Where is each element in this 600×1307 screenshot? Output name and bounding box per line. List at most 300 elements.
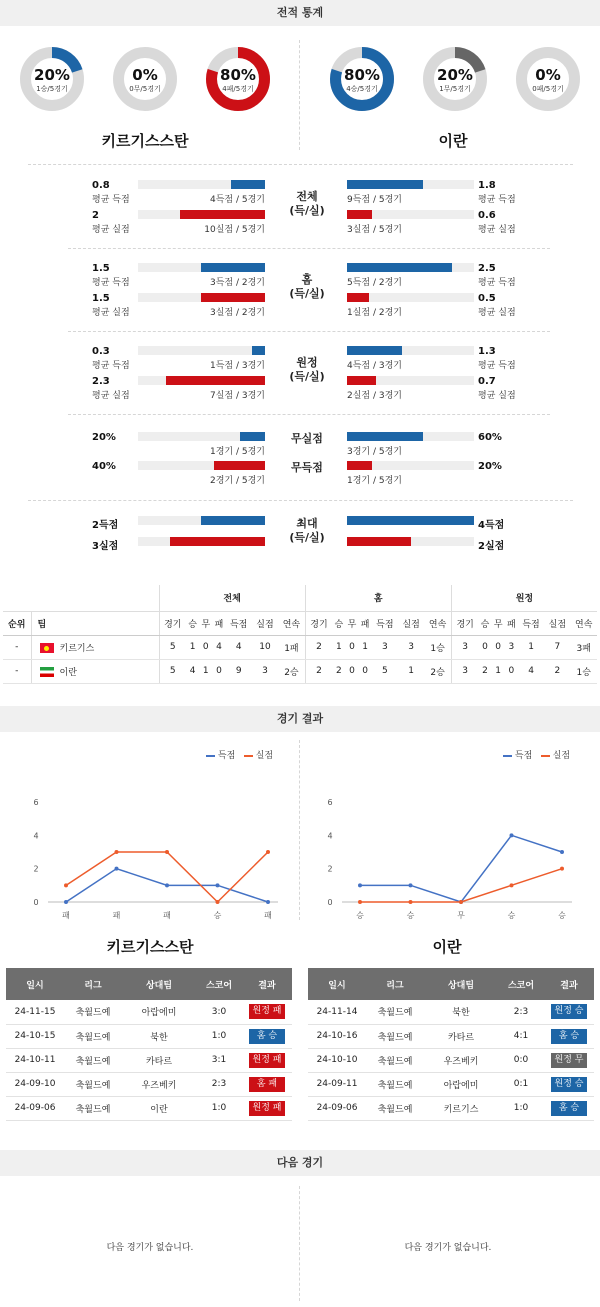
left-bar [214,461,265,470]
left-bar [180,210,265,219]
standings-table [3,585,597,684]
standings-cell: 3 [398,635,424,659]
y-tick-label: 0 [327,898,333,907]
standings-cell: 2 [332,659,345,683]
standings-col-header: 득점 [226,611,252,635]
right-bar [347,263,452,272]
series-point [459,900,463,904]
left-stat-count: 2경기 / 5경기 [210,476,265,486]
standings-cell: 0 [359,659,372,683]
standings-col-header: 승 [332,611,345,635]
results-column-header: 일시 [6,968,64,1000]
result-league-cell: 축월드예 [64,1000,122,1024]
right-bar [347,210,372,219]
team-name: 키르기스 [59,643,95,654]
standings-col-header: 패 [359,611,372,635]
series-point [409,883,413,887]
standings-cell: 7 [544,635,570,659]
team-cell [31,635,159,659]
stat-category-subtitle: (득/실) [289,370,325,383]
right-bar [347,293,369,302]
result-opp-cell: 카타르 [424,1024,498,1048]
series-point [358,900,362,904]
legend-conceded-label: 실점 [255,751,274,761]
right-stat-label: 평균 실점 [478,391,516,401]
right-bar [347,461,372,470]
result-badge-cell [544,1048,594,1072]
x-tick-label: 승 [356,911,364,920]
stat-category-label [277,356,337,384]
team-name: 이란 [59,667,77,678]
divider [299,1186,300,1301]
standings-cell: 1 [492,659,505,683]
x-tick-label: 패 [62,911,70,920]
right-stat-count: 3실점 / 5경기 [347,225,402,235]
left-bar [170,537,265,546]
right-team-name: 이란 [438,132,468,150]
results-row [308,1000,594,1024]
donut-subtext: 4승/5경기 [346,85,378,93]
legend-scored-swatch [206,755,215,757]
right-stat-value: 2실점 [478,541,505,552]
stat-category-label [277,273,337,301]
right-stat-count: 5득점 / 2경기 [347,278,402,288]
left-bar [201,293,265,302]
left-stat-value: 0.3 [92,346,110,357]
x-tick-label: 승 [406,911,415,920]
result-opp-cell: 북한 [122,1024,196,1048]
standings-cell: 4 [518,659,544,683]
right-form-chart [322,790,572,920]
standings-row [3,635,597,659]
result-date-cell: 24-09-11 [308,1072,366,1096]
result-badge: 원정 승 [551,1004,587,1019]
y-tick-label: 2 [327,864,333,874]
series-point [64,900,68,904]
series-point [115,850,119,854]
result-badge-cell [544,1072,594,1096]
right-stat-value: 4득점 [478,520,505,531]
series-point [216,900,220,904]
result-badge: 홈 승 [249,1029,285,1044]
left-results-table [6,968,292,1121]
left-stat-label: 평균 득점 [92,361,130,371]
standings-col-header: 승 [186,611,199,635]
results-header-row [6,968,292,1000]
results-row [308,1048,594,1072]
standings-cell: 9 [226,659,252,683]
result-badge-cell [544,1096,594,1120]
right-stat-count: 1실점 / 2경기 [347,308,402,318]
donut-percent: 0% [535,66,561,84]
right-stat-value: 0.6 [478,210,496,221]
right-results-title: 이란 [432,938,462,956]
left-stat-label: 평균 득점 [92,195,130,205]
result-league-cell: 축월드예 [64,1024,122,1048]
rank-cell: - [3,635,31,659]
standings-cell: 1승 [571,659,598,683]
right-stat-label: 평균 실점 [478,308,516,318]
result-score-cell: 2:3 [196,1072,242,1096]
standings-cell: 0 [212,659,225,683]
result-date-cell: 24-11-15 [6,1000,64,1024]
right-bar [347,516,474,525]
standings-cell: 2승 [278,659,305,683]
result-league-cell: 축월드예 [64,1072,122,1096]
right-bar [347,180,423,189]
legend-scored-swatch [503,755,512,757]
result-league-cell: 축월드예 [366,1000,424,1024]
standings-cell: 0 [199,635,212,659]
result-badge: 홈 승 [551,1029,587,1044]
result-league-cell: 축월드예 [366,1024,424,1048]
maximum-title: 최대 [296,517,318,530]
results-row [6,1000,292,1024]
series-line [66,852,268,902]
left-stat-value: 0.8 [92,180,110,191]
standings-col-header: 패 [505,611,518,635]
standings-cell: 2승 [424,659,451,683]
result-badge: 원정 패 [249,1053,285,1068]
standings-col-header: 경기 [451,611,478,635]
standings-cell: 2 [544,659,570,683]
standings-cell: 3패 [571,635,598,659]
left-team-name: 키르기스스탄 [101,132,189,150]
results-row [6,1096,292,1120]
results-column-header: 스코어 [498,968,544,1000]
series-point [560,850,564,854]
standings-cell: 1 [332,635,345,659]
x-tick-label: 패 [163,911,171,920]
standings-cell: 4 [186,659,199,683]
x-tick-label: 승 [213,911,222,920]
right-stat-count: 2실점 / 3경기 [347,391,402,401]
y-tick-label: 2 [33,864,39,874]
right-bar [347,376,376,385]
result-badge-cell [242,1024,292,1048]
donut-subtext: 1무/5경기 [439,85,471,93]
standings-cell: 1승 [424,635,451,659]
result-date-cell: 24-10-10 [308,1048,366,1072]
result-score-cell: 3:1 [196,1048,242,1072]
right-stat-count: 3경기 / 5경기 [347,447,402,457]
x-tick-label: 패 [112,911,121,920]
left-stat-value: 3실점 [92,541,119,552]
right-no-next-game: 다음 경기가 없습니다. [404,1243,492,1253]
series-point [115,867,119,871]
result-opp-cell: 이란 [122,1096,196,1120]
result-date-cell: 24-09-06 [308,1096,366,1120]
result-opp-cell: 키르기스 [424,1096,498,1120]
standings-cell: 2 [305,635,332,659]
donut-subtext: 0무/5경기 [129,85,161,93]
standings-cell: 5 [159,659,186,683]
right-stat-value: 1.3 [478,346,496,357]
standings-col-header: 득점 [372,611,398,635]
standings-cell: 1 [359,635,372,659]
results-column-header: 상대팀 [424,968,498,1000]
result-badge: 원정 패 [249,1004,285,1019]
x-tick-label: 승 [507,911,516,920]
result-score-cell: 1:0 [196,1096,242,1120]
right-stat-count: 4득점 / 3경기 [347,361,402,371]
left-stat-count: 3실점 / 2경기 [210,308,265,318]
left-stat-value: 1.5 [92,293,110,304]
standings-col-header: 실점 [252,611,278,635]
result-badge: 홈 승 [551,1101,587,1116]
left-stat-label: 평균 득점 [92,278,130,288]
team-header: 팀 [31,611,159,635]
standings-cell: 1 [186,635,199,659]
result-date-cell: 24-10-16 [308,1024,366,1048]
left-stat-count: 7실점 / 3경기 [210,391,265,401]
result-score-cell: 4:1 [498,1024,544,1048]
left-results-title: 키르기스스탄 [106,938,194,956]
series-point [64,883,68,887]
series-point [266,900,270,904]
rank-header: 순위 [3,611,31,635]
standings-group-header: 전체 [159,585,305,611]
standings-col-header: 패 [212,611,225,635]
left-bar [240,432,265,441]
result-badge-cell [544,1000,594,1024]
divider [299,40,300,150]
maximum-subtitle: (득/실) [289,531,325,544]
donut-percent: 20% [34,66,70,84]
standings-cell: 3 [372,635,398,659]
standings-group-row [3,585,597,611]
right-stat-label: 평균 득점 [478,361,516,371]
left-no-next-game: 다음 경기가 없습니다. [106,1243,194,1253]
standings-cell: 2 [305,659,332,683]
result-opp-cell: 북한 [424,1000,498,1024]
standings-cell: 1 [398,659,424,683]
result-date-cell: 24-09-10 [6,1072,64,1096]
result-opp-cell: 아랍에미 [122,1000,196,1024]
results-header-row [308,968,594,1000]
stat-category-title: 원정 [296,356,318,369]
result-badge: 원정 패 [249,1101,285,1116]
stat-category-subtitle: (득/실) [289,287,325,300]
standings-col-header: 무 [199,611,212,635]
left-stat-count: 3득점 / 2경기 [210,278,265,288]
right-stat-value: 1.8 [478,180,496,191]
results-row [308,1096,594,1120]
standings-cell: 3 [252,659,278,683]
standings-cell: 0 [492,635,505,659]
left-stat-label: 평균 실점 [92,308,130,318]
clean-category-label: 무실점 [291,432,323,445]
results-column-header: 결과 [544,968,594,1000]
record-stats-header: 전적 통계 [0,0,600,26]
divider [68,248,550,249]
result-score-cell: 1:0 [498,1096,544,1120]
right-stat-value: 0.5 [478,293,496,304]
stat-category-label [277,190,337,218]
header-blank [3,585,159,611]
standings-group-header: 홈 [305,585,451,611]
standings-cell: 5 [159,635,186,659]
donut-subtext: 0패/5경기 [532,85,564,93]
left-bar-track [138,346,265,355]
series-point [510,883,514,887]
team-cell [31,659,159,683]
left-stat-count: 10실점 / 5경기 [204,225,265,235]
standings-col-header: 연속 [571,611,598,635]
maximum-label [277,517,337,545]
standings-cell: 3 [451,659,478,683]
legend-scored-label: 득점 [514,751,533,761]
results-column-header: 스코어 [196,968,242,1000]
legend-scored-label: 득점 [217,751,236,761]
standings-cell: 0 [505,659,518,683]
legend-conceded-swatch [244,755,253,757]
results-column-header: 상대팀 [122,968,196,1000]
left-stat-label: 평균 실점 [92,225,130,235]
legend-conceded-label: 실점 [552,751,571,761]
standings-cell: 3 [451,635,478,659]
series-point [409,900,413,904]
standings-cell: 4 [212,635,225,659]
result-opp-cell: 우즈베키 [122,1072,196,1096]
left-bar [252,346,265,355]
left-stat-value: 1.5 [92,263,110,274]
result-badge-cell [242,1000,292,1024]
results-row [6,1072,292,1096]
right-results-table [308,968,594,1121]
flag-sun [44,646,49,651]
y-tick-label: 4 [33,831,39,841]
donut-percent: 20% [437,66,473,84]
results-row [308,1024,594,1048]
result-opp-cell: 아랍에미 [424,1072,498,1096]
right-stat-value: 20% [478,461,502,472]
series-line [360,835,562,902]
series-point [560,867,564,871]
standings-group-header: 원정 [451,585,597,611]
kyrgyzstan-flag-icon [40,643,54,653]
divider [68,414,550,415]
donut-percent: 0% [132,66,158,84]
result-badge: 원정 승 [551,1077,587,1092]
chart-legend-right [503,748,570,761]
result-badge-cell [242,1096,292,1120]
right-stat-label: 평균 득점 [478,278,516,288]
results-column-header: 일시 [308,968,366,1000]
left-stat-count: 1경기 / 5경기 [210,447,265,457]
donut-percent: 80% [344,66,380,84]
standings-cell: 1 [518,635,544,659]
stat-category-title: 전체 [296,190,318,203]
result-badge: 원정 무 [551,1053,587,1068]
result-score-cell: 1:0 [196,1024,242,1048]
next-games-header: 다음 경기 [0,1150,600,1176]
stat-category-subtitle: (득/실) [289,204,325,217]
right-stat-label: 평균 실점 [478,225,516,235]
standings-cell: 0 [345,659,358,683]
left-bar [166,376,265,385]
result-score-cell: 2:3 [498,1000,544,1024]
y-tick-label: 0 [33,898,39,907]
standings-row [3,659,597,683]
right-stat-count: 9득점 / 5경기 [347,195,402,205]
x-tick-label: 무 [457,911,465,920]
result-badge: 홈 패 [249,1077,285,1092]
divider [28,164,573,165]
standings-cell: 5 [372,659,398,683]
right-stat-count: 1경기 / 5경기 [347,476,402,486]
iran-flag-icon [40,667,54,677]
result-league-cell: 축월드예 [64,1096,122,1120]
result-badge-cell [242,1072,292,1096]
standings-col-header: 무 [345,611,358,635]
standings-col-header: 연속 [424,611,451,635]
rank-cell: - [3,659,31,683]
divider [28,500,573,501]
series-point [216,883,220,887]
standings-cell: 3 [505,635,518,659]
x-tick-label: 패 [264,911,272,920]
left-stat-value: 2.3 [92,376,110,387]
right-stat-label: 평균 득점 [478,195,516,205]
result-badge-cell [242,1048,292,1072]
legend-conceded-swatch [541,755,550,757]
left-stat-label: 평균 실점 [92,391,130,401]
result-opp-cell: 우즈베키 [424,1048,498,1072]
divider [299,740,300,920]
results-header: 경기 결과 [0,706,600,732]
chart-legend-left [206,748,273,761]
standings-cell: 0 [478,635,491,659]
right-bar [347,346,402,355]
x-tick-label: 승 [558,911,566,920]
result-league-cell: 축월드예 [366,1072,424,1096]
left-stat-value: 2 [92,210,99,221]
results-column-header: 리그 [64,968,122,1000]
series-point [510,833,514,837]
series-point [358,883,362,887]
standings-col-header: 실점 [398,611,424,635]
right-stat-value: 2.5 [478,263,496,274]
left-stat-value: 20% [92,432,116,443]
right-stat-value: 60% [478,432,502,443]
standings-col-header: 연속 [278,611,305,635]
result-league-cell: 축월드예 [366,1096,424,1120]
result-score-cell: 0:0 [498,1048,544,1072]
donut-percent: 80% [220,66,256,84]
standings-cell: 0 [345,635,358,659]
y-tick-label: 6 [327,798,333,807]
standings-col-header: 득점 [518,611,544,635]
clean-category-label: 무득점 [291,461,323,474]
right-stat-value: 0.7 [478,376,496,387]
result-date-cell: 24-11-14 [308,1000,366,1024]
standings-column-row [3,611,597,635]
left-stat-count: 4득점 / 5경기 [210,195,265,205]
series-point [165,850,169,854]
standings-cell: 10 [252,635,278,659]
standings-cell: 1 [199,659,212,683]
series-point [266,850,270,854]
donut-subtext: 1승/5경기 [36,85,68,93]
results-column-header: 결과 [242,968,292,1000]
series-point [165,883,169,887]
result-date-cell: 24-09-06 [6,1096,64,1120]
right-bar [347,432,423,441]
left-stat-value: 40% [92,461,116,472]
donut-subtext: 4패/5경기 [222,85,254,93]
result-league-cell: 축월드예 [366,1048,424,1072]
